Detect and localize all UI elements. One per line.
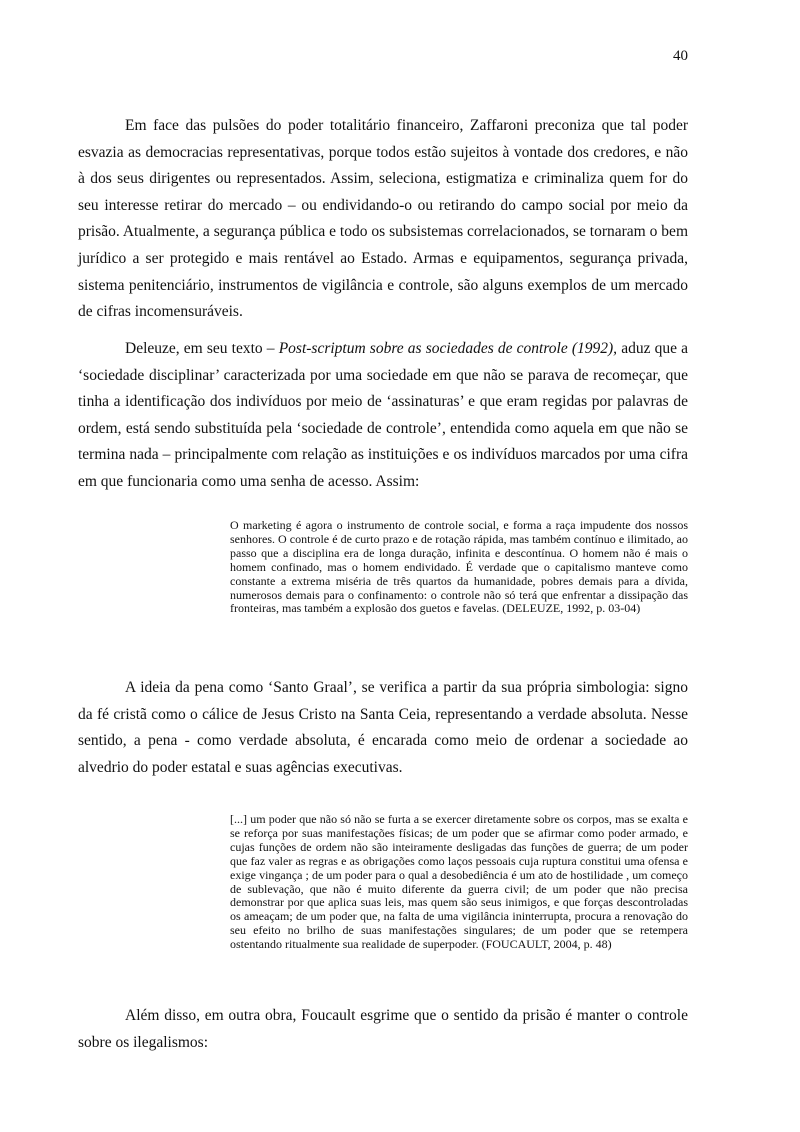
blockquote-foucault: [...] um poder que não só não se furta a se exercer diretamente sobre os corpos, mas se exalta e se reforça por suas manifestações físicas; de um poder que se afirmar como poder armado, e cujas funções de ordem não são inteiramente desligadas das funções de guerra; de um poder que faz valer as regras e as obrigações como laços pessoais cuja ruptura constitui uma ofensa e exige vingança ; de um poder para o qual a desobediência é um ato de hostilidade , um começo de sublevação, que não é muito diferente da guerra civil; de um poder que não precisa demonstrar por que aplica suas leis, mas quem são seus inimigos, e que forças descontroladas os ameaçam; de um poder que, na falta de uma vigilância ininterrupta, procura a renovação do seu efeito no brilho de suas manifestações singulares; de um poder que se retempera ostentando ritualmente sua realidade de superpoder. (FOUCAULT, 2004, p. 48)	[230, 812, 688, 952]
paragraph-santo-graal: A ideia da pena como ‘Santo Graal’, se verifica a partir da sua própria simbologia: signo da fé cristã como o cálice de Jesus Cristo na Santa Ceia, representando a verdade absoluta. Nesse sentido, a pena - como verdade absoluta, é encarada como meio de ordenar a sociedade ao alvedrio do poder estatal e suas agências executivas.	[78, 679, 688, 776]
blockquote-deleuze: O marketing é agora o instrumento de controle social, e forma a raça impudente dos nossos senhores. O controle é de curto prazo e de rotação rápida, mas também contínuo e ilimitado, ao passo que a disciplina era de longa duração, infinita e descontínua. O homem não é mais o homem confinado, mas o homem endividado. É verdade que o capitalismo manteve como constante a extrema miséria de três quartos da humanidade, pobres demais para a dívida, numerosos demais para o confinamento: o controle não só terá que enfrentar a dissipação das fronteiras, mas também a explosão dos guetos e favelas. (DELEUZE, 1992, p. 03-04)	[230, 518, 688, 616]
paragraph-deleuze-title: Post-scriptum sobre as sociedades de controle (1992),	[278, 340, 618, 357]
paragraph-deleuze-intro: Deleuze, em seu texto –	[125, 340, 279, 357]
paragraph-deleuze	[78, 336, 688, 496]
page-number: 40	[673, 48, 688, 64]
paragraph-foucault: Além disso, em outra obra, Foucault esgrime que o sentido da prisão é manter o controle sobre os ilegalismos:	[78, 1007, 688, 1051]
paragraph-zaffaroni: Em face das pulsões do poder totalitário financeiro, Zaffaroni preconiza que tal poder esvazia as democracias representativas, porque todos estão sujeitos à vontade dos credores, e não à dos seus dirigentes ou representados. Assim, seleciona, estigmatiza e criminaliza quem for do seu interesse retirar do mercado – ou endividando-o ou retirando do campo social por meio da prisão. Atualmente, a segurança pública e todo os subsistemas correlacionados, se tornaram o bem jurídico a ser protegido e mais rentável ao Estado. Armas e equipamentos, segurança privada, sistema penitenciário, instrumentos de vigilância e controle, são alguns exemplos de um mercado de cifras incomensuráveis.	[78, 117, 688, 321]
paragraph-deleuze-body: aduz que a ‘sociedade disciplinar’ caracterizada por uma sociedade em que não se parava de recomeçar, que tinha a identificação dos indivíduos por meio de ‘assinaturas’ e que eram regidas por palavras de ordem, está sendo substituída pela ‘sociedade de controle’, entendida como aquela em que não se termina nada – principalmente com relação as instituições e os indivíduos marcados por uma cifra em que funcionaria como uma senha de acesso. Assim:	[78, 340, 688, 490]
